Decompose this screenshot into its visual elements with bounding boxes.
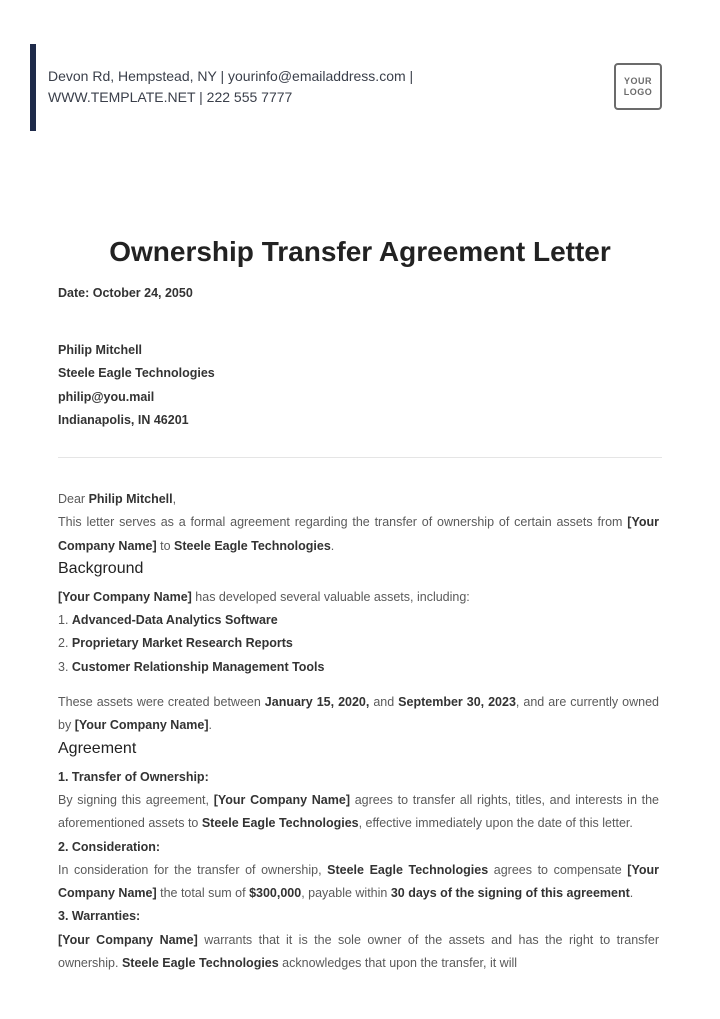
- list-item-label: Advanced-Data Analytics Software: [71, 613, 278, 628]
- logo-text-line-2: LOGO: [623, 86, 653, 97]
- header-contact-line-1: Devon Rd, Hempstead, NY | yourinfo@emailaddress.com |: [48, 68, 414, 84]
- created-text-4: .: [208, 718, 212, 733]
- created-end-date: September 30, 2023: [398, 695, 516, 710]
- background-text: has developed several valuable assets, including:: [191, 589, 470, 604]
- salutation-suffix: ,: [172, 492, 177, 506]
- section-1-title: 1. Transfer of Ownership:: [58, 769, 209, 784]
- list-item-number: 3.: [58, 659, 72, 674]
- assets-created-paragraph: [58, 691, 659, 738]
- section-1-paragraph: [58, 789, 659, 836]
- agreement-heading: Agreement: [58, 739, 137, 757]
- intro-text-3: .: [330, 538, 335, 553]
- section-2-company: [Your Company Name]: [58, 862, 660, 901]
- header-accent-bar: [30, 44, 36, 131]
- section-1-recipient: Steele Eagle Technologies: [201, 816, 359, 831]
- letter-body: [58, 488, 659, 975]
- salutation-name: Philip Mitchell: [88, 492, 173, 506]
- section-3-text-a: warrants that it is the sole owner of the assets and has the right to transfer ownership.: [58, 932, 659, 971]
- document-title: Ownership Transfer Agreement Letter: [109, 236, 611, 267]
- created-text-2: and: [369, 695, 399, 710]
- header-contact-line-2: WWW.TEMPLATE.NET | 222 555 7777: [48, 89, 293, 105]
- section-2-amount: $300,000: [249, 886, 302, 901]
- recipient-address: Indianapolis, IN 46201: [58, 412, 189, 427]
- recipient-name: Philip Mitchell: [58, 343, 143, 357]
- logo-text-line-1: YOUR: [623, 75, 652, 86]
- section-3-company: [Your Company Name]: [58, 932, 198, 947]
- intro-company: [Your Company Name]: [58, 515, 659, 553]
- section-2-term: 30 days of the signing of this agreement: [390, 886, 630, 901]
- salutation-prefix: Dear: [58, 492, 89, 506]
- header-contact-info: [48, 66, 413, 108]
- created-company: [Your Company Name]: [74, 718, 209, 733]
- section-2-recipient: Steele Eagle Technologies: [327, 862, 489, 877]
- created-text-3: , and are currently owned by: [58, 695, 659, 733]
- list-item: [58, 632, 659, 655]
- list-item-label: Customer Relationship Management Tools: [71, 659, 325, 674]
- list-item: [58, 656, 659, 679]
- list-item-number: 1.: [58, 613, 72, 628]
- section-1-company: [Your Company Name]: [213, 792, 350, 807]
- letter-date: Date: October 24, 2050: [58, 286, 193, 300]
- section-3-text-b: acknowledges that upon the transfer, it will: [278, 956, 518, 971]
- section-2-text-b: agrees to compensate: [488, 862, 628, 877]
- section-3-title: 3. Warranties:: [58, 909, 141, 924]
- intro-recipient: Steele Eagle Technologies: [174, 538, 331, 553]
- section-2-text-c: the total sum of: [156, 886, 250, 901]
- section-divider: [58, 457, 662, 458]
- section-1-text-b: agrees to transfer all rights, titles, and interests in the aforementioned assets to: [58, 792, 659, 831]
- section-2-text-a: In consideration for the transfer of ownership,: [58, 862, 328, 877]
- recipient-block: [58, 339, 215, 432]
- created-text-1: These assets were created between: [58, 695, 265, 710]
- section-2-text-d: , payable within: [301, 886, 391, 901]
- asset-list: [58, 609, 659, 679]
- company-logo: [614, 63, 662, 110]
- section-2-title: 2. Consideration:: [58, 839, 161, 854]
- intro-text-1: This letter serves as a formal agreement regarding the transfer of ownership of certain assets from: [58, 515, 628, 530]
- recipient-company: Steele Eagle Technologies: [58, 366, 215, 381]
- list-item-label: Proprietary Market Research Reports: [71, 636, 293, 651]
- created-start-date: January 15, 2020,: [264, 695, 370, 710]
- background-heading: Background: [58, 559, 144, 577]
- section-2-paragraph: [58, 859, 659, 906]
- list-item-number: 2.: [58, 636, 72, 651]
- list-item: [58, 609, 659, 632]
- intro-paragraph: [58, 511, 659, 558]
- recipient-email: philip@you.mail: [58, 389, 155, 404]
- background-company: [Your Company Name]: [58, 589, 192, 604]
- section-2-text-e: .: [629, 886, 634, 901]
- section-3-recipient: Steele Eagle Technologies: [121, 956, 279, 971]
- background-paragraph: [58, 586, 659, 609]
- section-1-text-a: By signing this agreement,: [58, 792, 214, 807]
- salutation: [58, 488, 659, 511]
- intro-text-2: to: [156, 538, 175, 553]
- section-1-text-c: , effective immediately upon the date of this letter.: [358, 816, 633, 831]
- section-3-paragraph: [58, 929, 659, 976]
